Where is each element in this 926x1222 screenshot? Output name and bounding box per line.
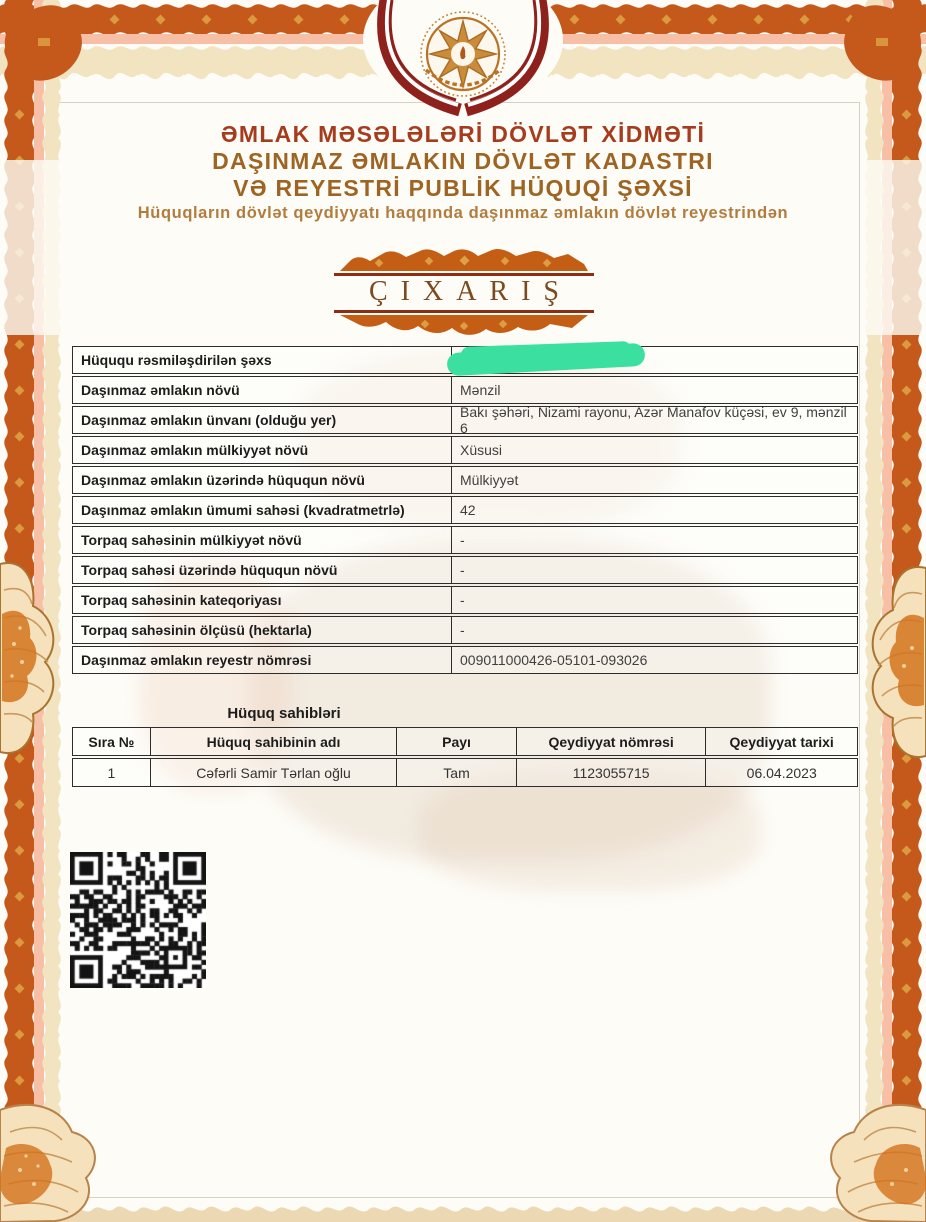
table-row: [72, 406, 858, 434]
qr-code: [70, 852, 206, 988]
row-value: Mülkiyyət: [460, 472, 519, 488]
table-row: [72, 436, 858, 464]
owner-index: 1: [73, 759, 151, 786]
org-title-line1: ƏMLAK MƏSƏLƏLƏRİ DÖVLƏT XİDMƏTİ: [220, 121, 706, 147]
row-value: 009011000426-05101-093026: [460, 652, 648, 668]
registration-number: 1123055715: [517, 759, 707, 786]
row-value: -: [460, 562, 465, 578]
row-value: 42: [460, 502, 476, 518]
registration-date: 06.04.2023: [746, 764, 817, 781]
table-row: [72, 616, 858, 644]
owners-table: [72, 727, 858, 789]
table-row: [72, 496, 858, 524]
row-label: Daşınmaz əmlakın növü: [73, 377, 452, 403]
document-subtitle: Hüquqların dövlət qeydiyyatı haqqında daşınmaz əmlakın dövlət reyestrindən: [137, 204, 789, 222]
table-row: [72, 556, 858, 584]
row-value: -: [460, 592, 465, 608]
banner-cixaris: [334, 247, 594, 339]
org-title-line2: DAŞINMAZ ƏMLAKIN DÖVLƏT KADASTRI: [212, 148, 714, 174]
row-label: Daşınmaz əmlakın mülkiyyət növü: [73, 437, 452, 463]
row-label: Daşınmaz əmlakın üzərində hüququn növü: [73, 467, 452, 493]
table-row: [72, 346, 858, 374]
table-row: [72, 586, 858, 614]
side-medallion-left: [0, 552, 80, 762]
owners-data-row: [72, 758, 858, 787]
row-label: Daşınmaz əmlakın ümumi sahəsi (kvadratmetrlə): [73, 497, 452, 523]
org-title-line3: VƏ REYESTRİ PUBLİK HÜQUQİ ŞƏXSİ: [233, 175, 693, 201]
banner-title: ÇIXARIŞ: [368, 276, 572, 307]
row-label: Daşınmaz əmlakın ünvanı (olduğu yer): [73, 407, 452, 433]
row-label: Daşınmaz əmlakın reyestr nömrəsi: [73, 647, 452, 673]
corner-ornament-bottom-left: [0, 1092, 150, 1222]
row-value: Mənzil: [460, 382, 501, 398]
row-label: Torpaq sahəsinin ölçüsü (hektarla): [73, 617, 452, 643]
row-label: Torpaq sahəsinin mülkiyyət növü: [73, 527, 452, 553]
banner-top-ornament: [334, 247, 594, 273]
table-row: [72, 466, 858, 494]
column-header: Qeydiyyat nömrəsi: [517, 728, 707, 755]
row-value: -: [460, 622, 465, 638]
corner-ornament-bottom-right: [776, 1092, 926, 1222]
owner-name: Cəfərli Samir Tərlan oğlu: [151, 759, 397, 786]
corner-medallion-top-right: [840, 2, 924, 86]
row-label: Hüququ rəsmiləşdirilən şəxs: [73, 347, 452, 373]
table-row: [72, 526, 858, 554]
row-label: Torpaq sahəsi üzərində hüququn növü: [73, 557, 452, 583]
side-medallion-right: [846, 556, 926, 766]
row-label: Torpaq sahəsinin kateqoriyası: [73, 587, 452, 613]
owners-title: Hüquq sahibləri: [227, 705, 341, 722]
azerbaijan-emblem-icon: [348, 0, 578, 134]
row-value: Xüsusi: [460, 442, 503, 458]
column-header: Qeydiyyat tarixi: [729, 733, 834, 750]
owners-header-row: [72, 727, 858, 756]
row-value: -: [460, 532, 465, 548]
table-row: [72, 376, 858, 404]
banner-bottom-ornament: [334, 313, 594, 339]
column-header: Hüquq sahibinin adı: [151, 728, 397, 755]
property-table: [72, 346, 858, 676]
table-row: [72, 646, 858, 674]
column-header: Payı: [397, 728, 517, 755]
row-value: Bakı şəhəri, Nizami rayonu, Azər Manafov küçəsi, ev 9, mənzil 6: [460, 404, 847, 436]
corner-medallion-top-left: [2, 2, 86, 86]
owner-share: Tam: [397, 759, 517, 786]
column-header: Sıra №: [73, 728, 151, 755]
